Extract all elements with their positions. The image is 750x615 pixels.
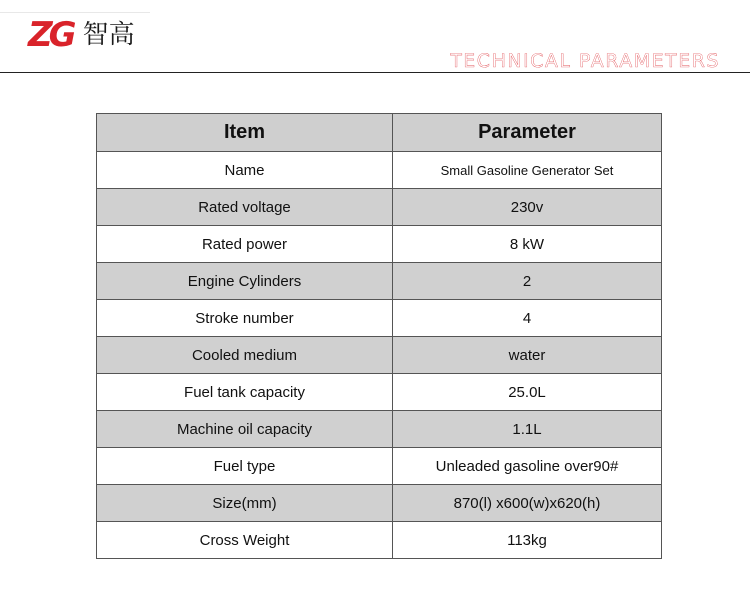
logo-mark-text: ZG	[28, 15, 73, 55]
table-row	[97, 337, 662, 374]
row-item: Cross Weight	[97, 522, 393, 559]
row-value: Unleaded gasoline over90#	[393, 448, 662, 485]
row-item: Rated voltage	[97, 189, 393, 226]
row-value: 1.1L	[393, 411, 662, 448]
logo-mark	[28, 15, 73, 55]
row-item: Name	[97, 152, 393, 189]
row-value: Small Gasoline Generator Set	[393, 152, 662, 189]
table-row	[97, 448, 662, 485]
column-header-item: Item	[97, 114, 393, 152]
header-top-rule	[0, 12, 150, 13]
table-row	[97, 485, 662, 522]
section-title: TECHNICAL PARAMETERS	[446, 50, 724, 72]
table-row	[97, 189, 662, 226]
table-row	[97, 522, 662, 559]
row-item: Size(mm)	[97, 485, 393, 522]
row-item: Stroke number	[97, 300, 393, 337]
row-value: 230v	[393, 189, 662, 226]
row-value: 113kg	[393, 522, 662, 559]
table-header-row	[97, 114, 662, 152]
row-value: 870(l) x600(w)x620(h)	[393, 485, 662, 522]
row-item: Rated power	[97, 226, 393, 263]
header-divider	[0, 72, 750, 73]
row-item: Machine oil capacity	[97, 411, 393, 448]
table-row	[97, 411, 662, 448]
row-value: 4	[393, 300, 662, 337]
row-value: 8 kW	[393, 226, 662, 263]
row-item: Engine Cylinders	[97, 263, 393, 300]
row-value: 25.0L	[393, 374, 662, 411]
table-row	[97, 152, 662, 189]
logo-chinese-text: 智高	[82, 20, 135, 50]
row-value: water	[393, 337, 662, 374]
brand-logo	[28, 15, 135, 55]
row-value: 2	[393, 263, 662, 300]
table-row	[97, 226, 662, 263]
table-row	[97, 300, 662, 337]
row-item: Fuel type	[97, 448, 393, 485]
table-row	[97, 263, 662, 300]
column-header-parameter: Parameter	[393, 114, 662, 152]
table-row	[97, 374, 662, 411]
row-item: Fuel tank capacity	[97, 374, 393, 411]
technical-parameters-table	[96, 113, 662, 559]
page-header	[0, 0, 750, 80]
row-item: Cooled medium	[97, 337, 393, 374]
